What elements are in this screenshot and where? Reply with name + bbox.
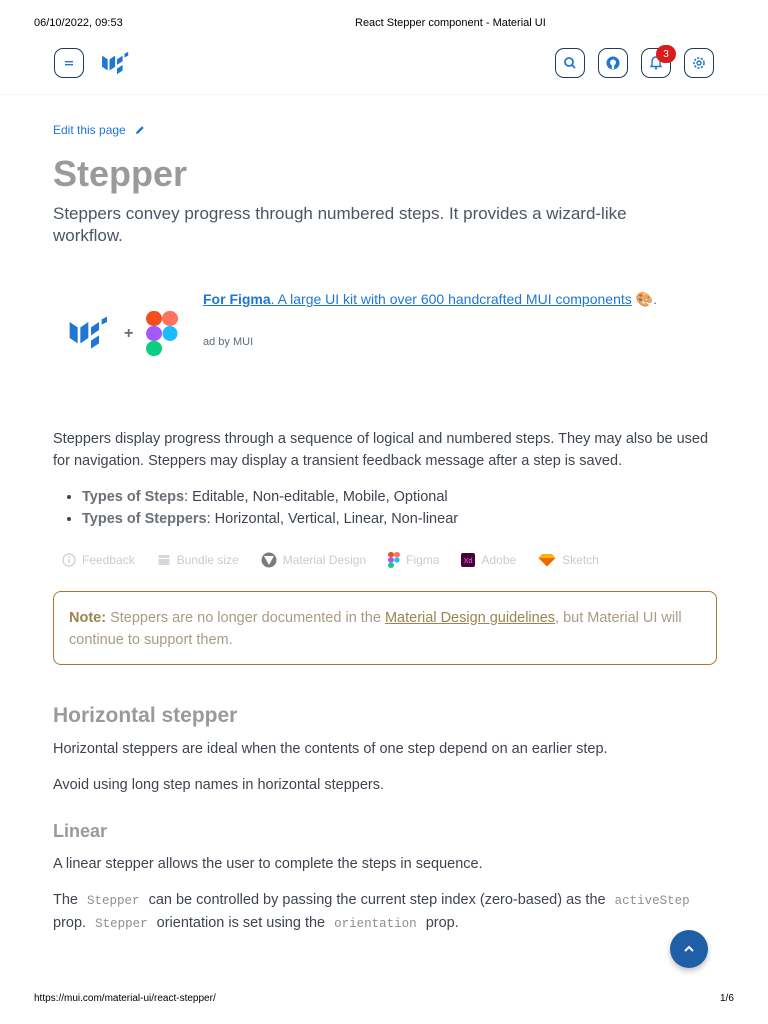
edit-page-link[interactable] xyxy=(53,123,146,137)
info-icon xyxy=(62,553,76,567)
chip-label: Bundle size xyxy=(176,553,239,567)
resource-chips xyxy=(62,552,599,568)
chip-sketch[interactable] xyxy=(538,552,599,568)
edit-page-label: Edit this page xyxy=(53,123,126,137)
intro-paragraph: Steppers display progress through a sequence of logical and numbered steps. They may also be used for navigation. Steppers may display a transient feedback message after a step is saved. xyxy=(53,431,709,469)
gear-icon xyxy=(691,55,707,71)
chevron-up-icon xyxy=(682,942,696,956)
chip-bundle-size[interactable] xyxy=(157,552,239,568)
chip-label: Sketch xyxy=(562,553,599,567)
github-button[interactable] xyxy=(598,48,628,78)
menu-button[interactable] xyxy=(54,48,84,78)
list-item-label: Types of Steps xyxy=(82,489,185,505)
github-icon xyxy=(605,55,621,71)
paragraph: Avoid using long step names in horizontal steppers. xyxy=(53,777,385,793)
ad-plus: + xyxy=(124,325,134,342)
pencil-icon xyxy=(134,124,146,136)
palette-emoji: 🎨. xyxy=(635,291,657,307)
print-datetime: 06/10/2022, 09:53 xyxy=(34,17,123,29)
inline-code: Stepper xyxy=(95,917,148,931)
ad-link-text: . A large UI kit with over 600 handcrafted MUI components xyxy=(270,291,632,307)
ad-link[interactable] xyxy=(203,291,632,307)
list-item-text: : Editable, Non-editable, Mobile, Optional xyxy=(184,489,448,505)
chip-feedback[interactable] xyxy=(62,552,135,568)
page-title: Stepper xyxy=(53,153,188,194)
ad-headline: For Figma xyxy=(203,291,271,307)
ad-text[interactable] xyxy=(203,288,703,310)
list-item-label: Types of Steppers xyxy=(82,511,207,527)
material-guidelines-link[interactable]: Material Design guidelines xyxy=(384,610,556,626)
ad-by-label: ad by MUI xyxy=(203,336,254,348)
note-text-end: , but Material UI will continue to support them. xyxy=(69,610,682,648)
settings-button[interactable] xyxy=(684,48,714,78)
feature-list xyxy=(64,486,458,530)
chip-label: Adobe xyxy=(481,553,517,567)
notification-badge: 3 xyxy=(656,45,676,63)
appbar-divider xyxy=(0,94,768,95)
note-text: Steppers are no longer documented in the xyxy=(106,610,385,626)
package-icon xyxy=(157,553,171,567)
search-button[interactable] xyxy=(555,48,585,78)
paragraph: Horizontal steppers are ideal when the contents of one step depend on an earlier step. xyxy=(53,741,608,757)
mui-logo-icon xyxy=(100,50,134,78)
section-heading-linear: Linear xyxy=(53,821,108,841)
print-url: https://mui.com/material-ui/react-stepper/ xyxy=(34,993,216,1004)
menu-icon xyxy=(61,55,77,71)
material-design-icon xyxy=(261,552,277,568)
chip-figma[interactable] xyxy=(388,552,439,568)
figma-icon xyxy=(145,310,179,358)
paragraph: A linear stepper allows the user to complete the steps in sequence. xyxy=(53,856,483,872)
text: can be controlled by passing the current step index (zero-based) as the xyxy=(148,892,606,908)
text: The xyxy=(53,892,78,908)
chip-label: Figma xyxy=(406,553,440,567)
search-icon xyxy=(562,55,578,71)
chip-material-design[interactable] xyxy=(261,552,366,568)
adobe-xd-icon xyxy=(461,553,475,567)
ad-image[interactable] xyxy=(66,310,179,358)
figma-icon xyxy=(388,552,400,568)
sketch-icon xyxy=(538,553,556,567)
chip-adobe[interactable] xyxy=(461,552,516,568)
note-callout xyxy=(53,591,717,665)
inline-code: orientation xyxy=(334,917,417,931)
inline-code: activeStep xyxy=(614,894,690,908)
section-heading-horizontal: Horizontal stepper xyxy=(53,704,238,727)
print-page-number: 1/6 xyxy=(720,993,734,1004)
page-description: Steppers convey progress through numbered steps. It provides a wizard-like workflow. xyxy=(53,204,627,245)
mui-logo[interactable] xyxy=(100,50,134,83)
print-title: React Stepper component - Material UI xyxy=(355,17,546,29)
mui-logo-icon xyxy=(66,314,116,354)
text: prop. xyxy=(53,915,87,931)
list-item xyxy=(82,486,458,508)
scroll-to-top-button[interactable] xyxy=(670,930,708,968)
list-item xyxy=(82,508,458,530)
paragraph-stepper-props xyxy=(53,889,723,935)
chip-label: Material Design xyxy=(282,553,367,567)
text: orientation is set using the xyxy=(156,915,326,931)
chip-label: Feedback xyxy=(82,553,135,567)
svg-text:Xd: Xd xyxy=(464,558,473,565)
inline-code: Stepper xyxy=(87,894,140,908)
note-label: Note: xyxy=(69,610,107,626)
list-item-text: : Horizontal, Vertical, Linear, Non-linear xyxy=(206,511,459,527)
text: prop. xyxy=(425,915,459,931)
